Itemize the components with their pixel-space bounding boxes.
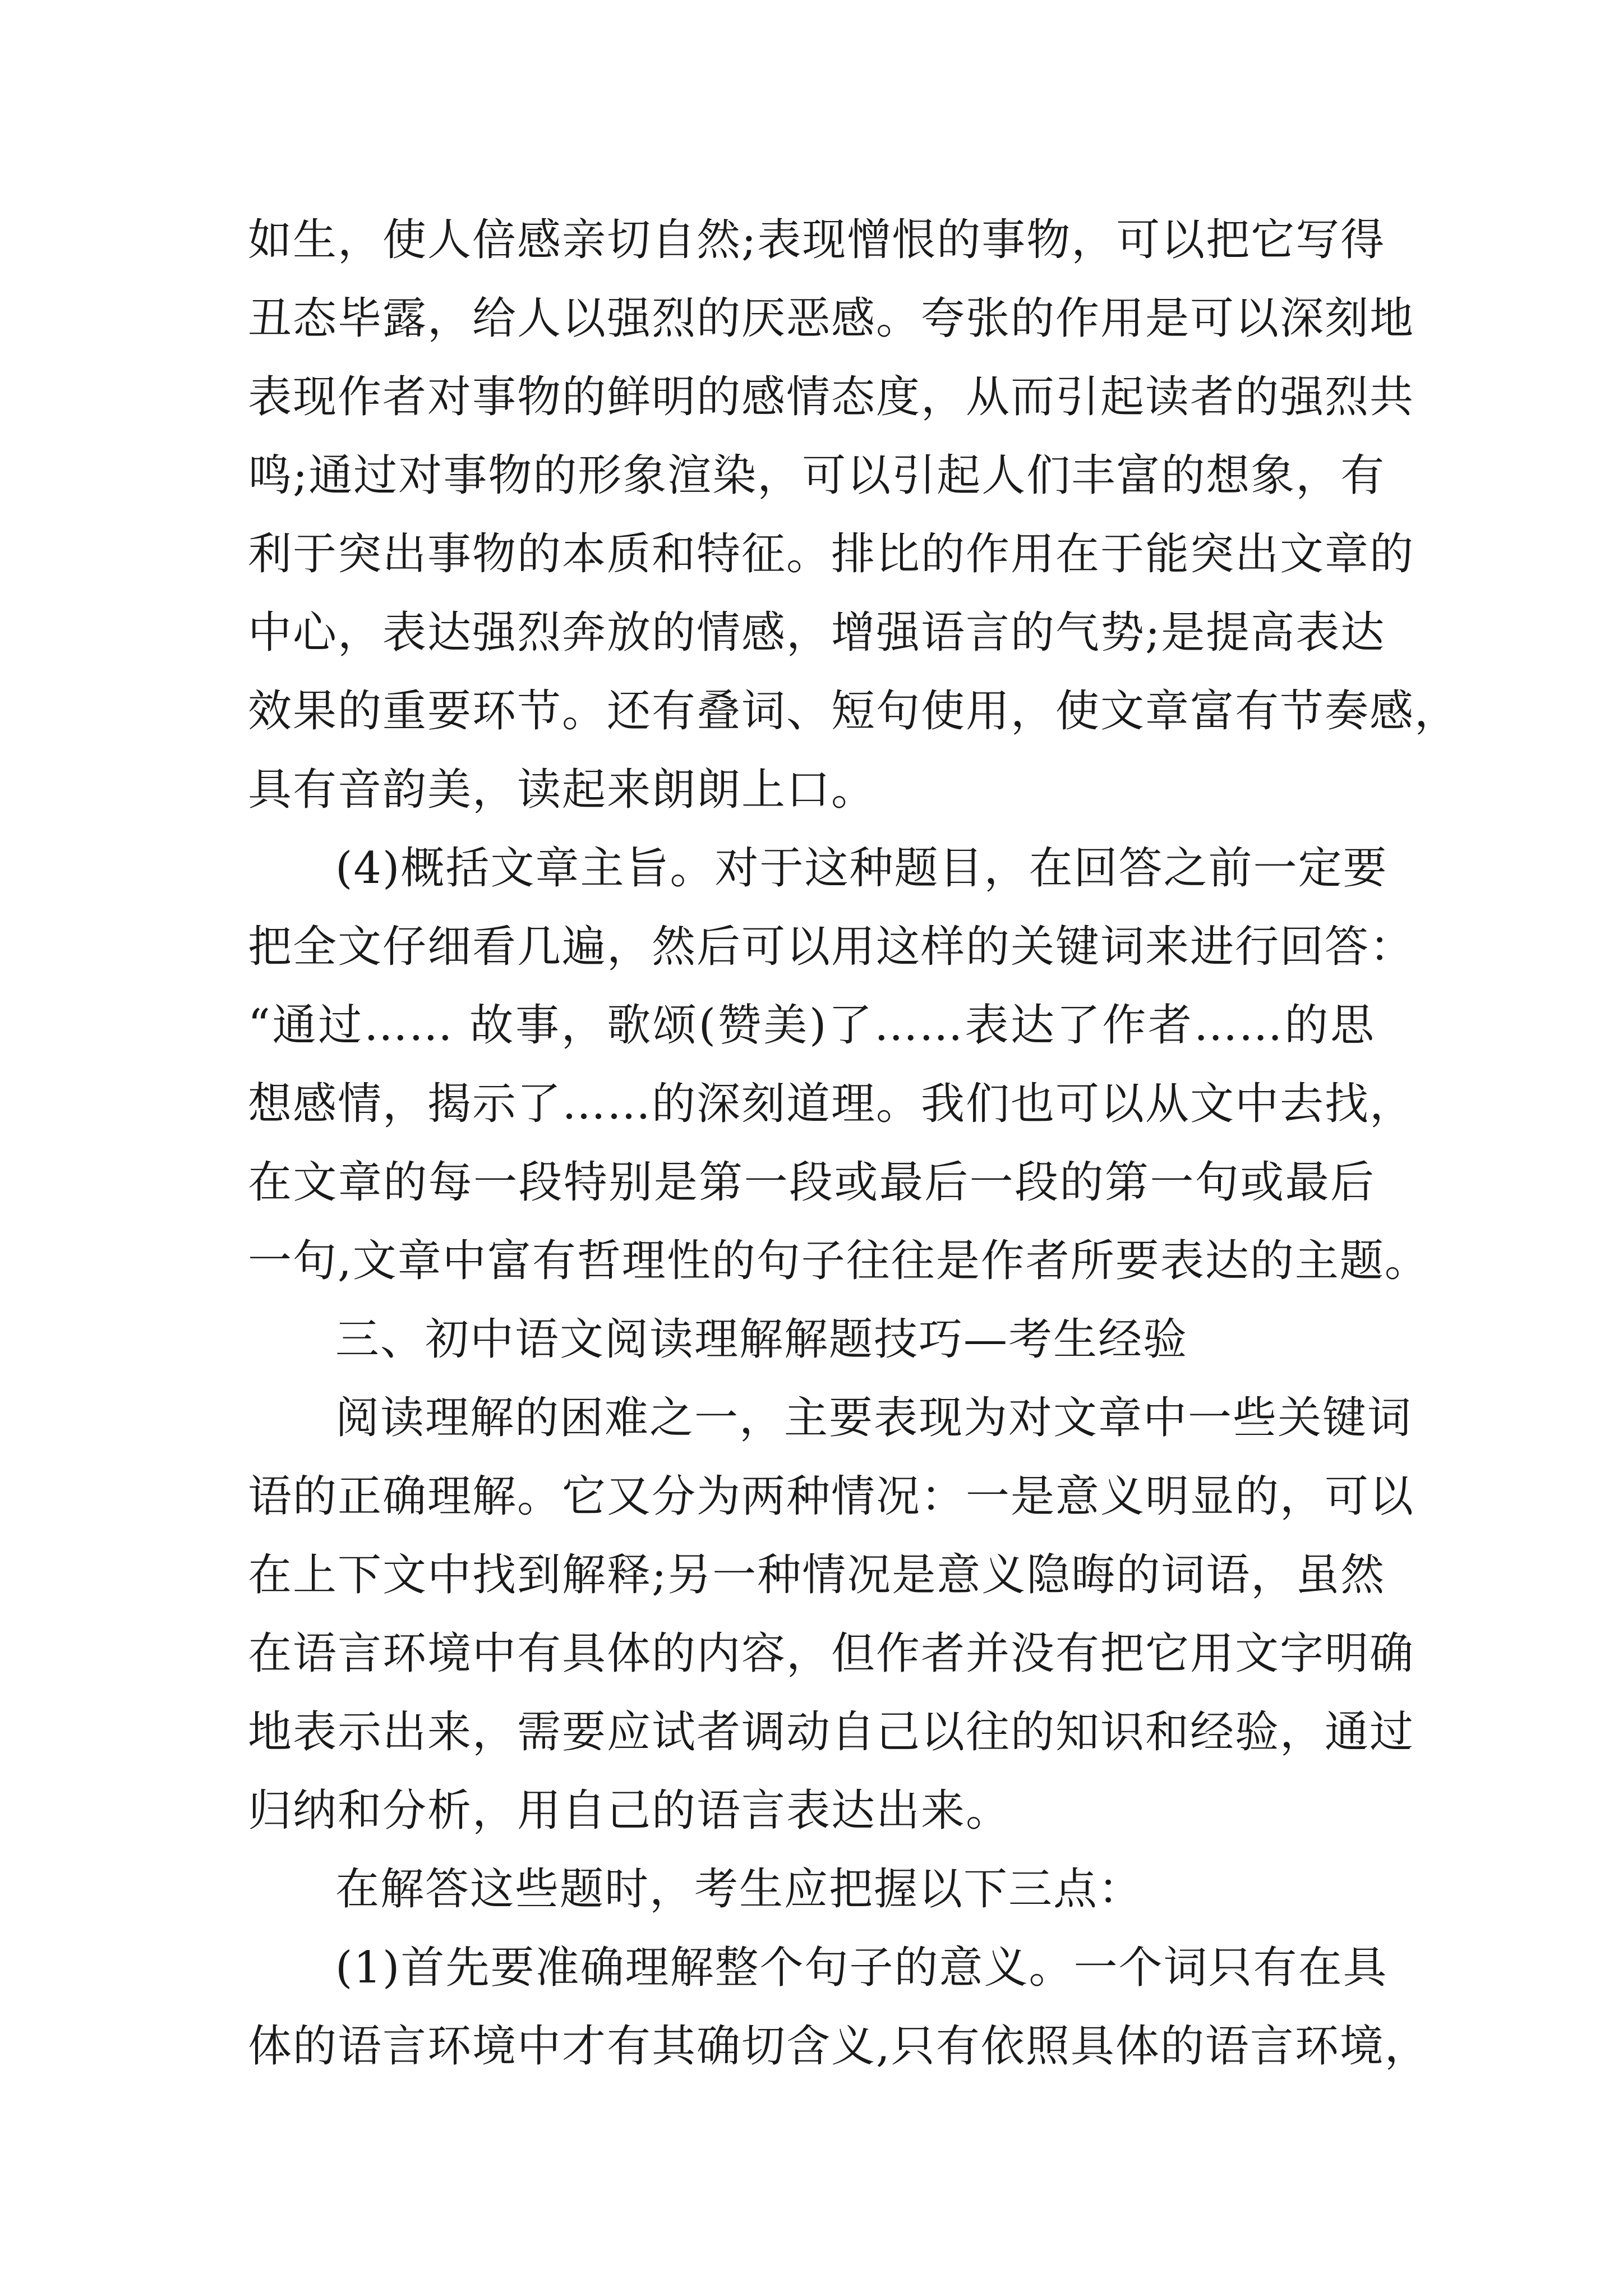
text-line: 鸣;通过对事物的形象渲染，可以引起人们丰富的想象，有 (248, 450, 1386, 501)
text-line: (1)首先要准确理解整个句子的意义。一个词只有在具 (335, 1943, 1388, 1993)
text-line: 阅读理解的困难之一，主要表现为对文章中一些关键词 (335, 1393, 1413, 1443)
text-line: 语的正确理解。它又分为两种情况：一是意义明显的，可以 (248, 1471, 1415, 1522)
text-line: 丑态毕露，给人以强烈的厌恶感。夸张的作用是可以深刻地 (248, 293, 1415, 344)
text-line: 在语言环境中有具体的内容，但作者并没有把它用文字明确 (248, 1628, 1415, 1679)
text-line: 想感情，揭示了……的深刻道理。我们也可以从文中去找， (248, 1079, 1415, 1129)
text-line: 在解答这些题时，考生应把握以下三点： (335, 1864, 1144, 1915)
text-line: 体的语言环境中才有其确切含义,只有依照具体的语言环境， (248, 2021, 1430, 2072)
text-line: 效果的重要环节。还有叠词、短句使用，使文章富有节奏感， (248, 686, 1460, 737)
section-heading: 三、初中语文阅读理解解题技巧—考生经验 (335, 1314, 1188, 1365)
text-line: 把全文仔细看几遍，然后可以用这样的关键词来进行回答： (248, 922, 1415, 972)
text-line: 一句,文章中富有哲理性的句子往往是作者所要表达的主题。 (248, 1236, 1430, 1286)
text-line: 在上下文中找到解释;另一种情况是意义隐晦的词语，虽然 (248, 1550, 1386, 1600)
text-line: 表现作者对事物的鲜明的感情态度，从而引起读者的强烈共 (248, 372, 1415, 422)
text-line: 归纳和分析，用自己的语言表达出来。 (248, 1786, 1011, 1836)
text-line: (4)概括文章主旨。对于这种题目，在回答之前一定要 (335, 843, 1388, 894)
text-line: 中心，表达强烈奔放的情感，增强语言的气势;是提高表达 (248, 608, 1386, 658)
text-line: 利于突出事物的本质和特征。排比的作用在于能突出文章的 (248, 529, 1415, 579)
text-line: 在文章的每一段特别是第一段或最后一段的第一句或最后 (248, 1157, 1375, 1208)
text-line: 地表示出来，需要应试者调动自己以往的知识和经验，通过 (248, 1707, 1415, 1757)
text-line: 如生，使人倍感亲切自然;表现憎恨的事物，可以把它写得 (248, 215, 1386, 265)
text-line: 具有音韵美，读起来朗朗上口。 (248, 765, 877, 815)
text-line: “通过…… 故事，歌颂(赞美)了……表达了作者……的思 (248, 1000, 1375, 1051)
